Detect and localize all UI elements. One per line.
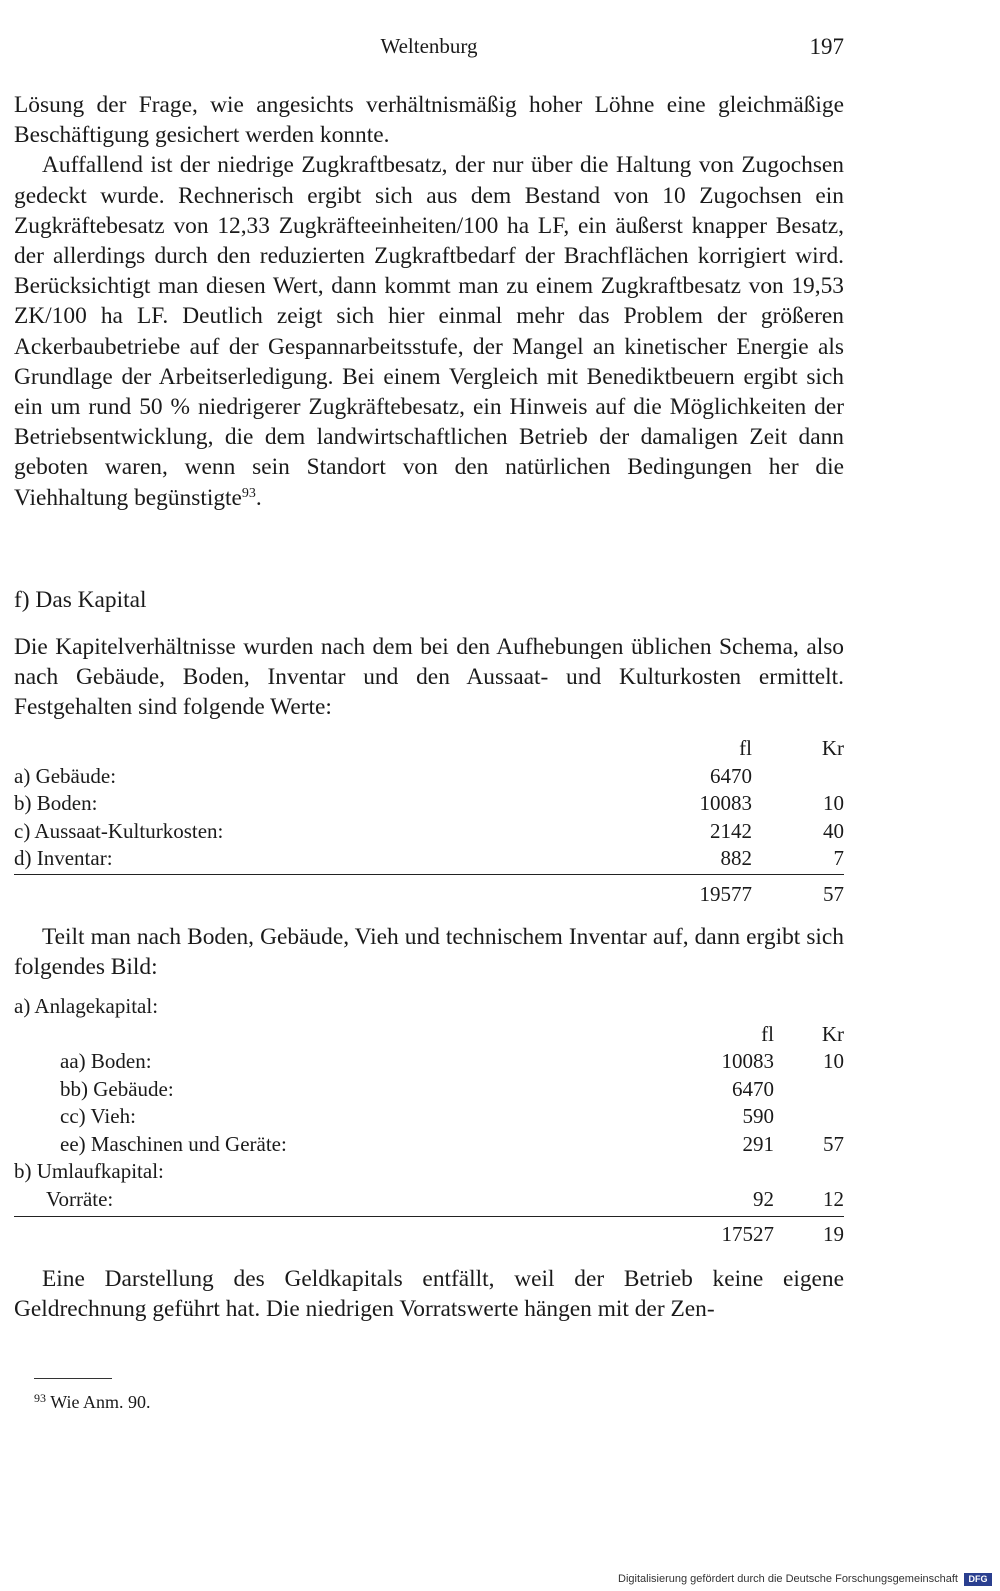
row-label: a) Gebäude: — [14, 763, 117, 788]
row-value-fl: 291 — [742, 1131, 774, 1156]
row-value-fl: 92 — [753, 1186, 774, 1211]
row-value-kr: 40 — [823, 818, 844, 843]
paragraph-end-punctuation: . — [255, 484, 262, 511]
footnote-reference[interactable]: 93 — [241, 485, 256, 501]
table-row — [14, 764, 844, 792]
total-row — [14, 882, 844, 910]
paragraph-zugkraft — [14, 150, 844, 512]
table-header-row — [14, 1022, 844, 1050]
row-value-kr: 10 — [823, 1049, 844, 1073]
column-header-fl: fl — [739, 736, 752, 760]
table-row — [14, 819, 844, 847]
table-row — [14, 1132, 844, 1160]
table-row — [14, 1077, 844, 1105]
capital-table — [14, 736, 844, 909]
total-fl: 17527 — [721, 1222, 774, 1246]
footnote-text: Wie Anm. 90. — [50, 1392, 151, 1412]
total-fl: 19577 — [699, 881, 752, 906]
table-row — [14, 846, 844, 874]
column-header-fl: fl — [761, 1021, 774, 1046]
row-value-fl: 590 — [742, 1104, 774, 1128]
row-label: aa) Boden: — [60, 1049, 152, 1073]
text-block-4 — [14, 1264, 844, 1324]
row-value-fl: 6470 — [732, 1076, 774, 1101]
row-value-kr: 10 — [823, 791, 844, 815]
row-label: cc) Vieh: — [60, 1104, 136, 1128]
total-row — [14, 1222, 844, 1250]
table-row — [14, 1049, 844, 1077]
row-value-fl: 882 — [720, 846, 752, 870]
row-label: b) Boden: — [14, 791, 98, 815]
row-label: Vorräte: — [46, 1186, 114, 1211]
row-value-kr: 12 — [823, 1186, 844, 1211]
total-kr: 57 — [823, 881, 844, 906]
sum-rule — [14, 874, 844, 875]
group-label: b) Umlaufkapital: — [14, 1159, 164, 1183]
group-label: a) Anlagekapital: — [14, 994, 159, 1018]
row-value-fl: 10083 — [699, 791, 752, 815]
row-value-kr: 7 — [833, 846, 844, 870]
paragraph-continuation: Lösung der Frage, wie angesichts verhältnismäßig hoher Löhne eine gleichmäßige Beschäftigung gesichert werden konnte. — [14, 92, 844, 149]
paragraph-aufteilung: Teilt man nach Boden, Gebäude, Vieh und technischem Inventar auf, dann ergibt sich folgendes Bild: — [14, 924, 844, 981]
table-header-row — [14, 736, 844, 764]
text-block-1 — [14, 90, 844, 513]
row-label: c) Aussaat-Kulturkosten: — [14, 818, 224, 843]
page-header — [14, 34, 844, 64]
text-block-2 — [14, 632, 844, 723]
total-kr: 19 — [823, 1222, 844, 1246]
text-block-3 — [14, 922, 844, 982]
group-row-anlagekapital — [14, 994, 844, 1022]
sum-rule — [14, 1216, 844, 1217]
running-title: Weltenburg — [380, 34, 478, 58]
row-value-fl: 2142 — [710, 818, 752, 843]
row-value-fl: 10083 — [721, 1049, 774, 1073]
table-row — [14, 1104, 844, 1132]
paragraph-kapital-intro: Die Kapitelverhältnisse wurden nach dem bei den Aufhebungen üblichen Schema, also nach Gebäude, Boden, Inventar und den Aussaat- und Kulturkosten ermittelt. Festgehalten sind folgende Werte: — [14, 634, 844, 721]
row-value-kr: 57 — [823, 1131, 844, 1156]
column-header-kr: Kr — [821, 736, 844, 760]
row-label: d) Inventar: — [14, 846, 113, 870]
footnote — [34, 1392, 150, 1413]
footnote-number: 93 — [34, 1391, 46, 1405]
dfg-logo-icon: DFG — [964, 1573, 992, 1586]
table-row — [14, 791, 844, 819]
table-row — [14, 1187, 844, 1215]
digitization-credit: Digitalisierung gefördert durch die Deutsche Forschungsgemeinschaft — [618, 1573, 958, 1585]
paragraph-zugkraft-text: Auffallend ist der niedrige Zugkraftbesatz, der nur über die Haltung von Zugochsen gedeckt wurde. Rechnerisch ergibt sich aus dem Bestand von 10 Zugochsen ein Zugkräftebesatz von 12,33 Zugkräfteeinheiten/100 ha LF, ein äußerst knapper Besatz, der allerdings durch den reduzierten Zugkraftbedarf der Brachflächen korrigiert wird. Berücksichtigt man diesen Wert, dann kommt man zu einem Zugkraftbesatz von 19,53 ZK/100 ha LF. Deutlich zeigt sich hier einmal mehr das Problem der größeren Ackerbaubetriebe auf der Gespannarbeitsstufe, der Mangel an kinetischer Energie als Grundlage der Arbeitserledigung. Bei einem Vergleich mit Benediktbeuern ergibt sich ein um rund 50 % niedrigerer Zugkräftebesatz, ein Hinweis auf die Möglichkeiten der Betriebsentwicklung, die dem landwirtschaftlichen Betrieb der damaligen Zeit dann geboten waren, wenn sein Standort von den natürlichen Bedingungen her die Viehhaltung begünstigte — [14, 152, 844, 511]
page-number: 197 — [809, 34, 844, 59]
row-label: ee) Maschinen und Geräte: — [60, 1131, 287, 1156]
row-value-fl: 6470 — [710, 763, 752, 788]
column-header-kr: Kr — [821, 1021, 844, 1046]
paragraph-geldkapital: Eine Darstellung des Geldkapitals entfällt, weil der Betrieb keine eigene Geldrechnung geführt hat. Die niedrigen Vorratswerte hängen mit der Zen- — [14, 1266, 844, 1323]
section-heading: f) Das Kapital — [14, 587, 147, 613]
group-row-umlaufkapital — [14, 1159, 844, 1187]
capital-breakdown-table — [14, 994, 844, 1250]
footnote-rule — [34, 1378, 112, 1379]
row-label: bb) Gebäude: — [60, 1076, 174, 1101]
